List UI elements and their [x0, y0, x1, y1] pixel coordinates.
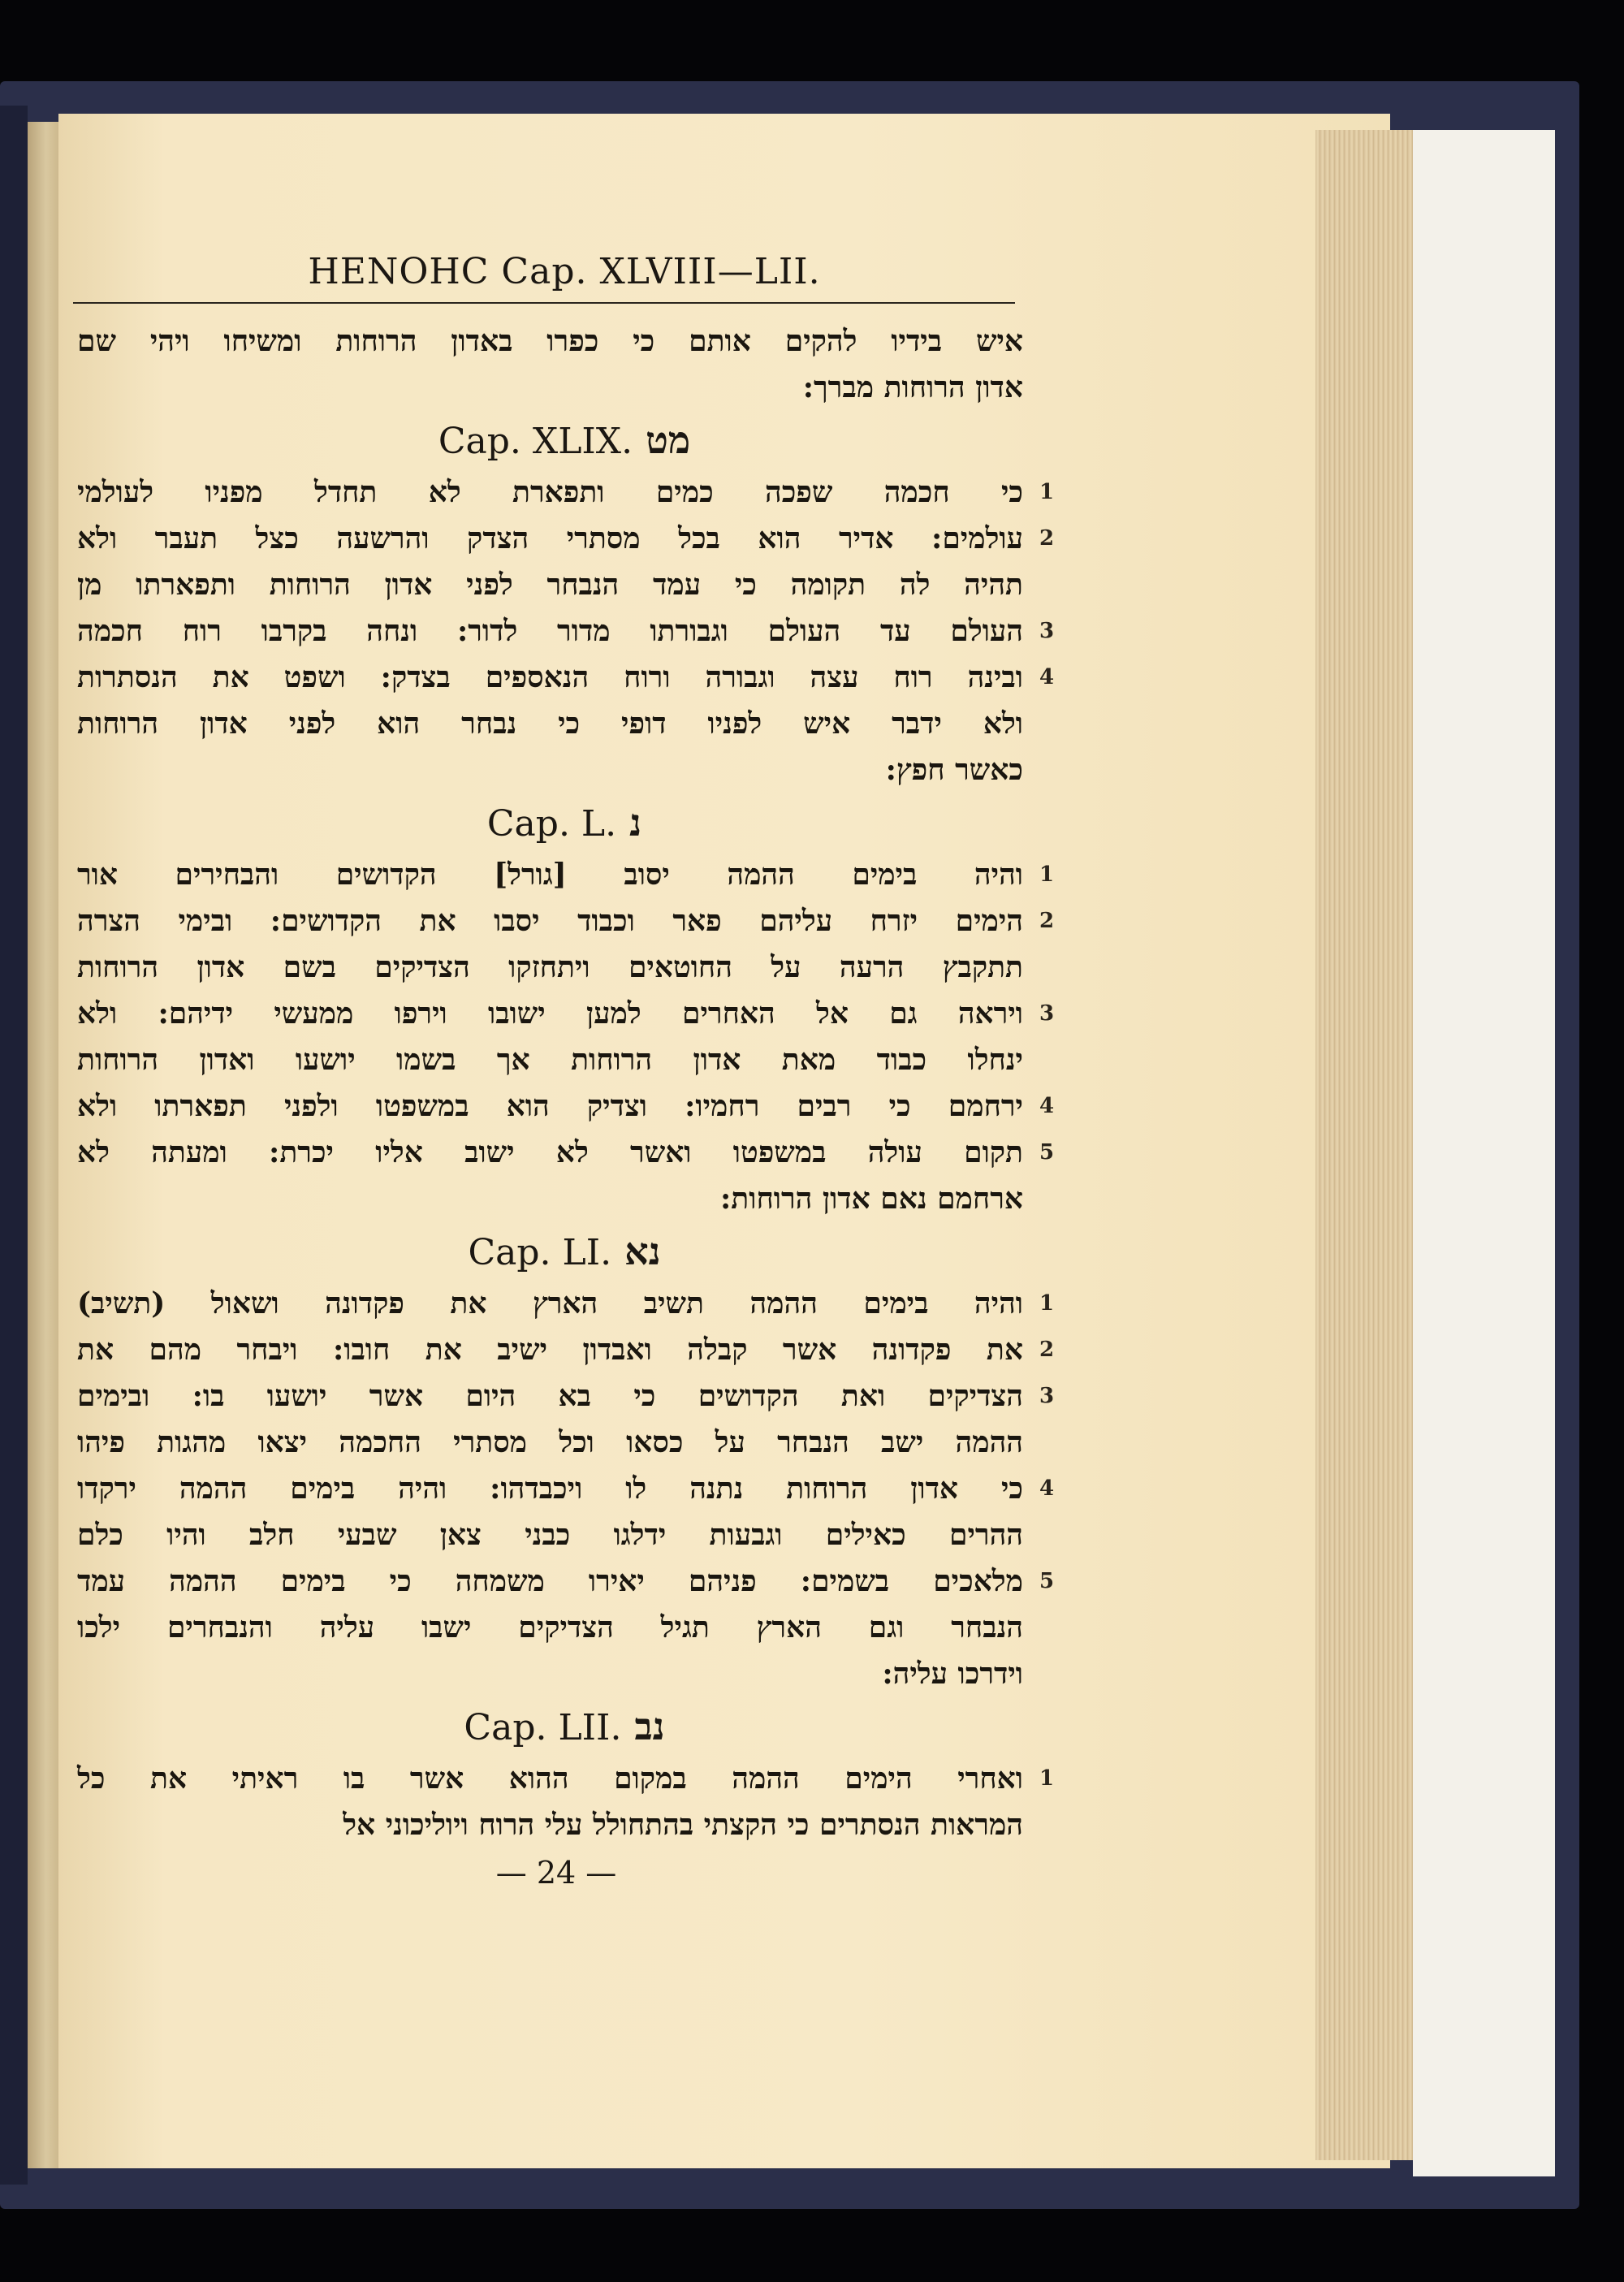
verse-number: 4 — [1039, 1094, 1055, 1118]
text-line — [73, 1420, 1023, 1466]
hebrew-text: ויראה גם אל האחרים למען ישובו וירפו ממעשי ידיהם: ולא — [77, 996, 1024, 1031]
hebrew-text: כאשר חפץ: — [885, 753, 1023, 787]
hebrew-text: ארחמם נאם אדון הרוחות: — [720, 1182, 1023, 1216]
text-line — [73, 701, 1023, 747]
text-line — [73, 1558, 1055, 1605]
hebrew-text: ינחלו כבוד מאת אדון הרוחות אך בשמו יושעו ואדון הרוחות — [77, 1043, 1023, 1077]
hebrew-text: מלאכים בשמים: פניהם יאירו משמחה כי בימים ההמה עמד — [77, 1564, 1023, 1598]
hebrew-text: אדון הרוחות מברך: — [802, 370, 1023, 404]
verse-number: 5 — [1039, 1569, 1055, 1593]
verse-number: 1 — [1039, 480, 1055, 504]
hebrew-text: תקום עולה במשפטו ואשר לא ישוב אליו יכרת: ומעתה לא — [77, 1135, 1023, 1169]
hebrew-text: המראות הנסתרים כי הקצתי בהתחולל עלי הרוח ויוליכוני אל — [343, 1808, 1023, 1842]
chapters — [73, 411, 1055, 1848]
chapter-heading-hebrew-numeral: מט — [646, 418, 691, 462]
text-line — [73, 318, 1023, 365]
hebrew-text: ולא ידבר איש לפניו דופי כי נבחר הוא לפני אדון הרוחות — [77, 707, 1023, 741]
text-line — [73, 608, 1055, 655]
text-line — [73, 1037, 1023, 1083]
hebrew-text: איש בידיו להקים אותם כי כפרו באדון הרוחות ומשיחו ויהי שם — [77, 324, 1023, 358]
header-rule — [73, 302, 1015, 304]
text-line — [73, 365, 1023, 411]
endpaper — [1413, 130, 1555, 2176]
text-line — [73, 898, 1055, 944]
hebrew-text: ההרים כאילים וגבעות ידלגו כבני צאן שבעי חלב והיו כלם — [77, 1518, 1023, 1552]
verse-number: 2 — [1039, 526, 1055, 551]
text-line — [73, 944, 1023, 991]
verse-number: 1 — [1039, 1291, 1055, 1316]
verse-number: 5 — [1039, 1140, 1055, 1165]
verse-number: 2 — [1039, 909, 1055, 933]
verse-number: 1 — [1039, 862, 1055, 887]
hebrew-text: ירחמם כי רבים רחמיו: וצדיק הוא במשפטו ולפני תפארתו ולא — [77, 1089, 1023, 1123]
verse-number: 4 — [1039, 1476, 1055, 1501]
chapter-heading — [73, 1222, 1023, 1281]
hebrew-text: והיה בימים ההמה יסוב [גורל] הקדושים והבחירים אור — [77, 858, 1023, 892]
chapter-heading-latin: Cap. LII. — [464, 1707, 622, 1748]
text-line — [73, 1605, 1023, 1651]
text-line — [73, 655, 1055, 701]
text-line — [73, 516, 1055, 562]
verse-number: 3 — [1039, 1384, 1055, 1408]
chapter-heading — [73, 1697, 1023, 1756]
chapter-heading-latin: Cap. XLIX. — [438, 421, 633, 462]
text-line — [73, 1083, 1055, 1130]
hebrew-text: וידרכו עליה: — [882, 1657, 1023, 1691]
text-line — [73, 1466, 1055, 1512]
chapter-body — [73, 469, 1055, 793]
hebrew-text: הצדיקים ואת הקדושים כי בא היום אשר יושעו בו: ובימים — [77, 1379, 1023, 1413]
hebrew-text: והיה בימים ההמה תשיב הארץ את פקדונה ושאול (תשיב) — [77, 1286, 1023, 1320]
hebrew-text: ובינה רוח עצה וגבורה ורוח הנאספים בצדק: ושפט את הנסתרות — [77, 660, 1023, 694]
text-line — [73, 747, 1023, 793]
text-line — [73, 1512, 1023, 1558]
hebrew-text: כי חכמה שפכה כמים ותפארת לא תחדל מפניו לעולמי — [77, 475, 1023, 509]
text-line — [73, 1281, 1055, 1327]
opening-lines — [73, 318, 1023, 411]
page-number: — 24 — — [495, 1855, 617, 1891]
hebrew-text: את פקדונה אשר קבלה ואבדון ישיב את חובו: ויבחר מהם את — [77, 1333, 1023, 1367]
hebrew-text: הימים יזרח עליהם פאר וכבוד יסבו את הקדושים: ובימי הצרה — [77, 904, 1023, 938]
verse-number: 2 — [1039, 1338, 1055, 1362]
hebrew-text: הנבחר וגם הארץ תגיל הצדיקים ישבו עליה והנבחרים ילכו — [77, 1610, 1023, 1645]
hebrew-text: עולמים: אדיר הוא בכל מסתרי הצדק והרשעה כצל תעבר ולא — [77, 521, 1023, 555]
page-stack-edge — [1315, 130, 1413, 2160]
hebrew-text: כי אדון הרוחות נתנה לו ויכבדהו: והיה בימים ההמה ירקדו — [77, 1472, 1023, 1506]
chapter-heading-latin: Cap. L. — [486, 803, 617, 845]
hebrew-text: תהיה לה תקומה כי עמד הנבחר לפני אדון הרוחות ותפארתו מן — [77, 568, 1023, 602]
text-line — [73, 1756, 1055, 1802]
text-line — [73, 1327, 1055, 1373]
text-line — [73, 1130, 1055, 1176]
chapter-body — [73, 852, 1055, 1222]
hebrew-text: תתקבץ הרעה על החוטאים ויתחזקו הצדיקים בשם אדון הרוחות — [77, 950, 1023, 984]
hebrew-text: ואחרי הימים ההמה במקום ההוא אשר בו ראיתי את כל — [77, 1761, 1023, 1796]
chapter-heading-hebrew-numeral: נא — [624, 1230, 661, 1273]
chapter-heading — [73, 411, 1023, 469]
text-line — [73, 1651, 1023, 1697]
text-line — [73, 852, 1055, 898]
text-line — [73, 562, 1023, 608]
hebrew-text: ההמה ישב הנבחר על כסאו וכל מסתרי החכמה יצאו מהגות פיהו — [77, 1425, 1023, 1459]
page-content — [73, 244, 1055, 1897]
chapter-body — [73, 1756, 1055, 1848]
text-line — [73, 1373, 1055, 1420]
chapter-body — [73, 1281, 1055, 1697]
verse-number: 3 — [1039, 1001, 1055, 1026]
running-head: HENOHC Cap. XLVIII—LII. — [308, 251, 821, 292]
chapter-heading — [73, 793, 1023, 852]
verse-number: 1 — [1039, 1766, 1055, 1791]
text-line — [73, 1176, 1023, 1222]
text-line — [73, 469, 1055, 516]
text-line — [73, 991, 1055, 1037]
chapter-heading-latin: Cap. LI. — [468, 1232, 612, 1273]
verse-number: 4 — [1039, 665, 1055, 689]
chapter-heading-hebrew-numeral: נב — [634, 1705, 665, 1748]
cover-spine-edge — [0, 106, 28, 2185]
verse-number: 3 — [1039, 619, 1055, 643]
facing-page-edge — [28, 122, 58, 2168]
hebrew-text: העולם עד העולם וגבורתו מדור לדור: ונחה בקרבו רוח חכמה — [77, 614, 1023, 648]
text-line — [73, 1802, 1023, 1848]
chapter-heading-hebrew-numeral: נ — [629, 801, 642, 845]
